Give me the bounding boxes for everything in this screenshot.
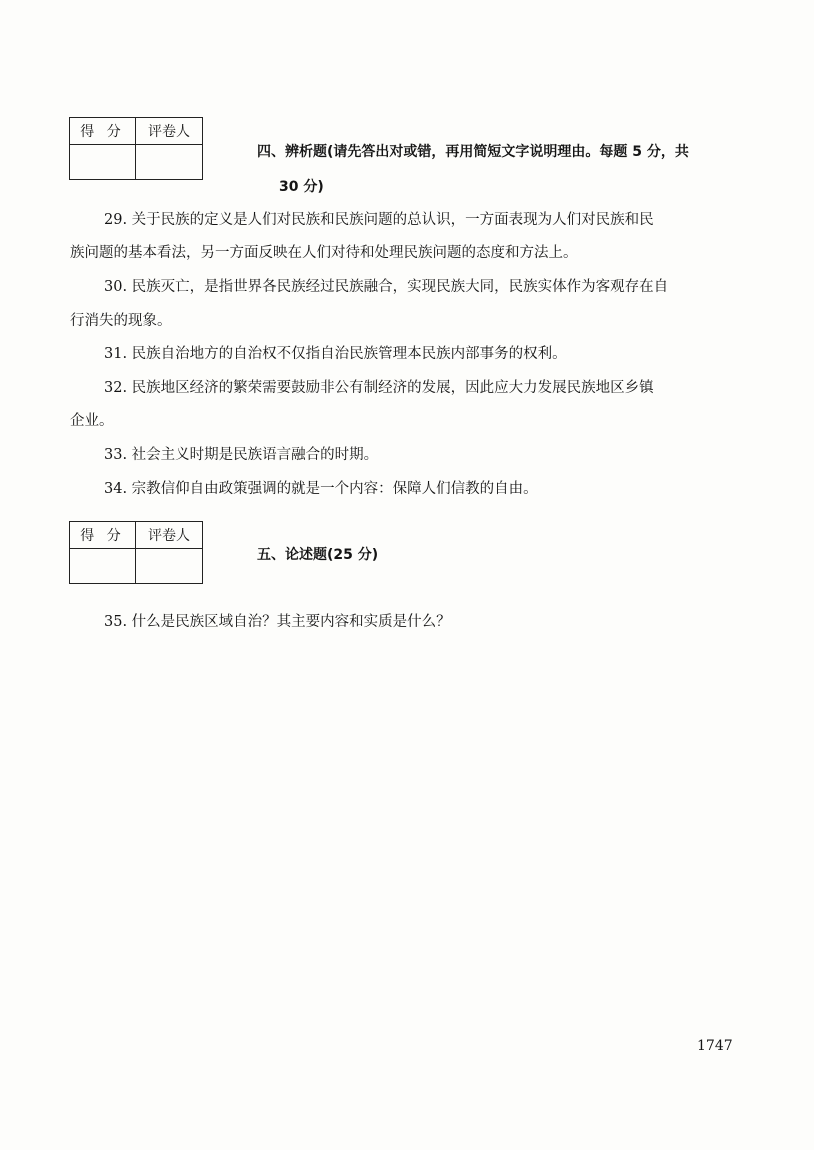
question-32-line2: 企业。 [70, 413, 114, 429]
question-30-line1: 30. 民族灭亡，是指世界各民族经过民族融合，实现民族大同，民族实体作为客观存在自 [104, 279, 669, 295]
score-blank [70, 145, 136, 180]
section4-heading-line2: 30 分) [279, 179, 324, 195]
question-31: 31. 民族自治地方的自治权不仅指自治民族管理本民族内部事务的权利。 [104, 346, 567, 362]
score-box-section5 [69, 521, 203, 584]
grader-label: 评卷人 [136, 118, 203, 145]
question-32-line1: 32. 民族地区经济的繁荣需要鼓励非公有制经济的发展，因此应大力发展民族地区乡镇 [104, 380, 654, 396]
question-33: 33. 社会主义时期是民族语言融合的时期。 [104, 447, 379, 463]
question-29-line2: 族问题的基本看法，另一方面反映在人们对待和处理民族问题的态度和方法上。 [70, 245, 578, 261]
score-blank [70, 549, 136, 584]
score-box-section4 [69, 117, 203, 180]
question-34: 34. 宗教信仰自由政策强调的就是一个内容：保障人们信教的自由。 [104, 481, 538, 497]
section5-heading: 五、论述题(25 分) [257, 547, 379, 563]
page-number: 1747 [697, 1038, 733, 1054]
grader-label: 评卷人 [136, 522, 203, 549]
grader-blank [136, 549, 203, 584]
grader-blank [136, 145, 203, 180]
score-label: 得 分 [70, 118, 136, 145]
score-label: 得 分 [70, 522, 136, 549]
section4-heading-line1: 四、辨析题(请先答出对或错，再用简短文字说明理由。每题 5 分，共 [257, 144, 689, 160]
question-29-line1: 29. 关于民族的定义是人们对民族和民族问题的总认识，一方面表现为人们对民族和民 [104, 212, 654, 228]
question-35: 35. 什么是民族区域自治？其主要内容和实质是什么？ [104, 614, 451, 630]
question-30-line2: 行消失的现象。 [70, 313, 172, 329]
